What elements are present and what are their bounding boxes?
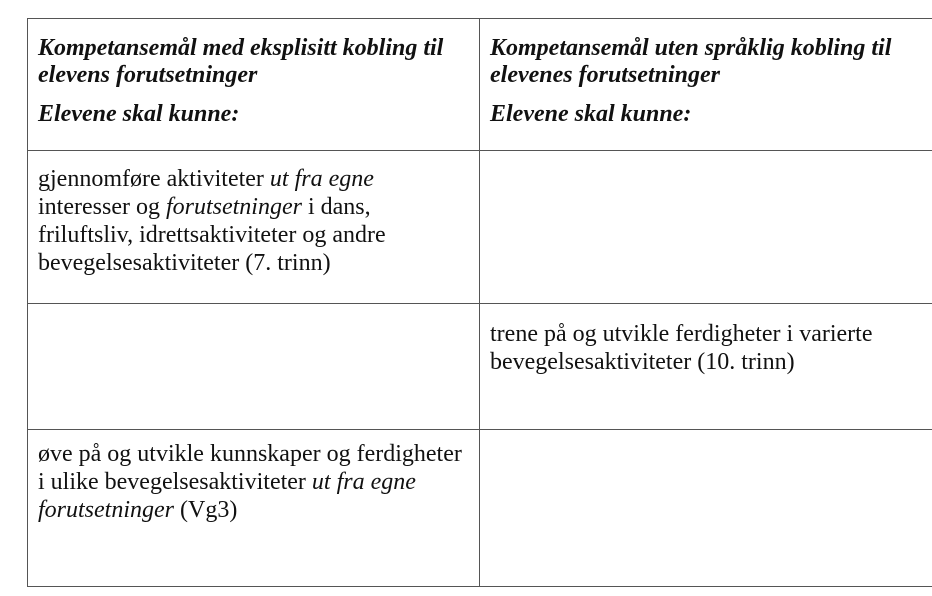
table-cell-right: [480, 430, 932, 587]
competence-goals-table: [27, 18, 932, 587]
goal-text-segment: øve på og utvikle kunnskaper og ferdigheter i ulike bevegelsesaktiviteter: [38, 441, 462, 495]
header-subtitle-implicit: Elevene skal kunne:: [490, 101, 692, 127]
goal-text-segment: gjennomføre aktiviteter: [38, 166, 270, 192]
table-header-row: [28, 19, 932, 151]
goal-text-segment: (Vg3): [174, 497, 238, 523]
header-cell-implicit: [480, 19, 932, 151]
table-cell-right: [480, 304, 932, 430]
table-cell-right: [480, 151, 932, 304]
empty-cell: [480, 151, 932, 165]
table-row: [28, 151, 932, 304]
header-title-explicit: Kompetansemål med eksplisitt kobling til elevens forutsetninger: [38, 35, 444, 88]
table-row: [28, 304, 932, 430]
goal-text-segment: interesser og: [38, 194, 166, 220]
empty-cell: [480, 430, 932, 440]
table-row: [28, 430, 932, 587]
table-cell-left: [28, 304, 480, 430]
goal-text-emphasis: ut fra egne forutsetninger: [38, 469, 416, 523]
empty-cell: [28, 304, 479, 320]
goal-text-7-trinn: [28, 151, 479, 277]
header-title-implicit: Kompetansemål uten språklig kobling til elevenes forutsetninger: [490, 35, 892, 88]
table-cell-left: [28, 430, 480, 587]
table-cell-left: [28, 151, 480, 304]
goal-text-10-trinn: trene på og utvikle ferdigheter i varierte bevegelsesaktiviteter (10. trinn): [490, 321, 873, 375]
goal-text-emphasis: ut fra egne: [269, 166, 374, 192]
header-cell-explicit: [28, 19, 480, 151]
goal-text-vg3: [28, 430, 479, 524]
header-subtitle-explicit: Elevene skal kunne:: [38, 101, 240, 127]
goal-text-segment: i dans, friluftsliv, idrettsaktiviteter og andre bevegelsesaktiviteter (7. trinn): [38, 194, 386, 276]
goal-text-emphasis: forutsetninger: [165, 194, 302, 220]
